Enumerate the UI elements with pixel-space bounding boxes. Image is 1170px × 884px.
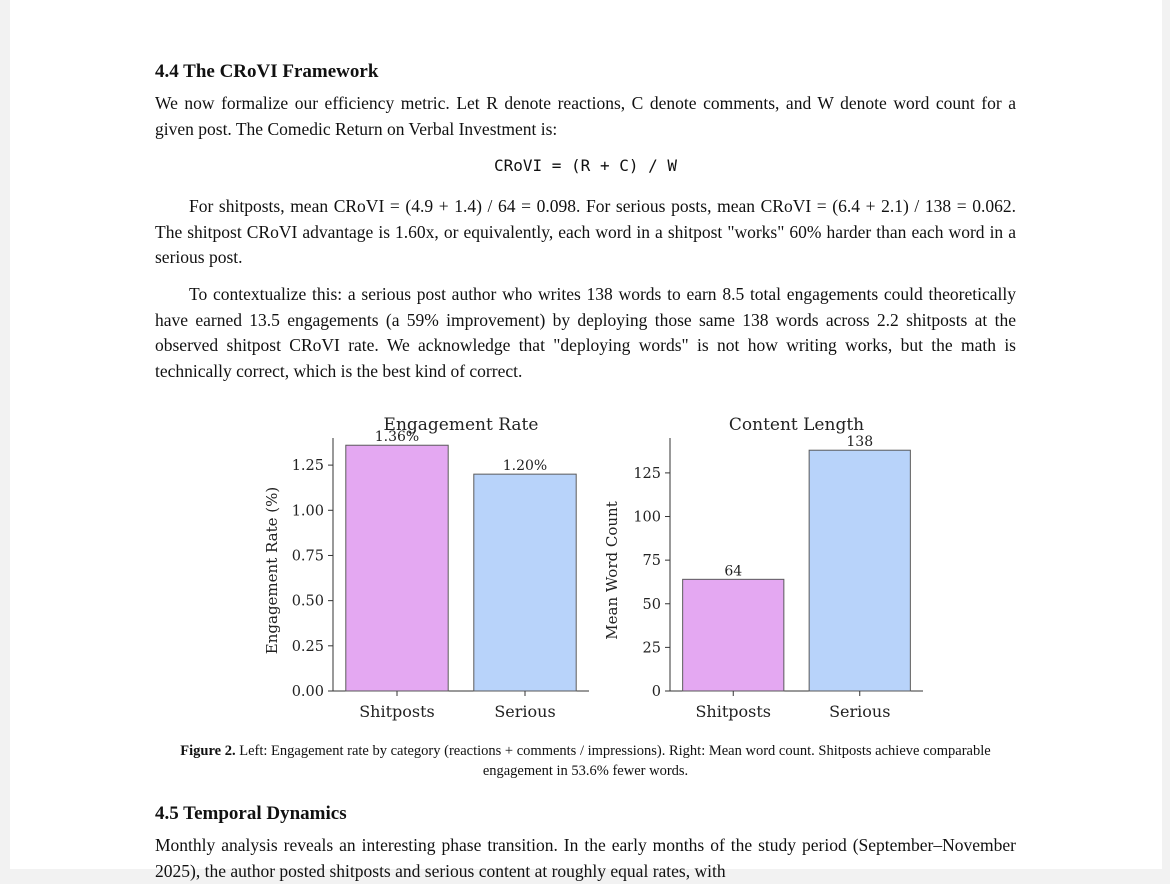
length-x-tick-label-shitposts: Shitposts	[695, 702, 772, 721]
engagement-y-tick-label: 0.50	[291, 593, 324, 610]
paragraph-temporal: Monthly analysis reveals an interesting phase transition. In the early months of the study period (September–November 2025), the author posted shitposts and serious content at roughly equal rates, with	[155, 835, 1016, 881]
figure-caption-text: Left: Engagement rate by category (reactions + comments / impressions). Right: Mean word count. Shitposts achieve comparable engagement in 53.6% fewer words.	[235, 743, 991, 779]
figure-2-charts	[255, 405, 935, 725]
engagement-chart-title: Engagement Rate	[383, 415, 539, 435]
length-y-tick-label: 25	[642, 640, 661, 657]
engagement-bar-shitposts	[346, 445, 448, 691]
paragraph-crovi-intro: We now formalize our efficiency metric. Let R denote reactions, C denote comments, and W denote word count for a given post. The Comedic Return on Verbal Investment is:	[155, 93, 1016, 139]
paragraph-crovi-values: For shitposts, mean CRoVI = (4.9 + 1.4) / 64 = 0.098. For serious posts, mean CRoVI = (6.4 + 2.1) / 138 = 0.062. The shitpost CRoVI advantage is 1.60x, or equivalently, each word in a shitpost "works" 60% harder than each word in a serious post.	[155, 196, 1016, 267]
engagement-y-tick-label: 0.25	[291, 638, 324, 655]
length-y-tick-label: 100	[633, 509, 661, 526]
figure-caption-label: Figure 2.	[180, 743, 236, 759]
paper-page	[10, 0, 1162, 881]
length-y-tick-label: 50	[642, 596, 661, 613]
engagement-y-tick-label: 0.75	[291, 548, 324, 565]
paragraph-contextualize: To contextualize this: a serious post author who writes 138 words to earn 8.5 total engagements could theoretically have earned 13.5 engagements (a 59% improvement) by deploying those same 138 words across 2.2 shitposts at the observed shitpost CRoVI rate. We acknowledge that "deploying words" is not how writing works, but the math is technically correct, which is the best kind of correct.	[155, 284, 1016, 381]
engagement-y-tick-label: 0.00	[291, 684, 324, 700]
length-bar-shitposts	[683, 579, 784, 691]
length-bar-serious	[809, 450, 910, 691]
engagement-bar-serious	[474, 474, 576, 691]
length-data-label-serious: 138	[846, 434, 874, 451]
engagement-y-tick-label: 1.00	[291, 503, 324, 520]
length-chart-title: Content Length	[728, 415, 865, 435]
engagement-y-tick-label: 1.25	[291, 458, 324, 475]
figure-caption	[175, 741, 996, 781]
engagement-data-label-serious: 1.20%	[502, 458, 548, 475]
section-heading-4-4: 4.4 The CRoVI Framework	[155, 61, 379, 82]
length-y-tick-label: 0	[651, 684, 661, 700]
engagement-data-label-shitposts: 1.36%	[374, 429, 420, 446]
length-x-tick-label-serious: Serious	[829, 702, 891, 721]
section-heading-4-5: 4.5 Temporal Dynamics	[155, 803, 347, 824]
length-y-tick-label: 125	[633, 465, 661, 482]
length-y-tick-label: 75	[642, 553, 661, 570]
engagement-y-axis-label: Engagement Rate (%)	[263, 486, 281, 655]
engagement-x-tick-label-shitposts: Shitposts	[359, 702, 435, 721]
length-data-label-shitposts: 64	[724, 563, 743, 580]
length-y-axis-label: Mean Word Count	[603, 501, 621, 640]
crovi-formula: CRoVI = (R + C) / W	[493, 156, 678, 175]
engagement-x-tick-label-serious: Serious	[494, 702, 556, 721]
